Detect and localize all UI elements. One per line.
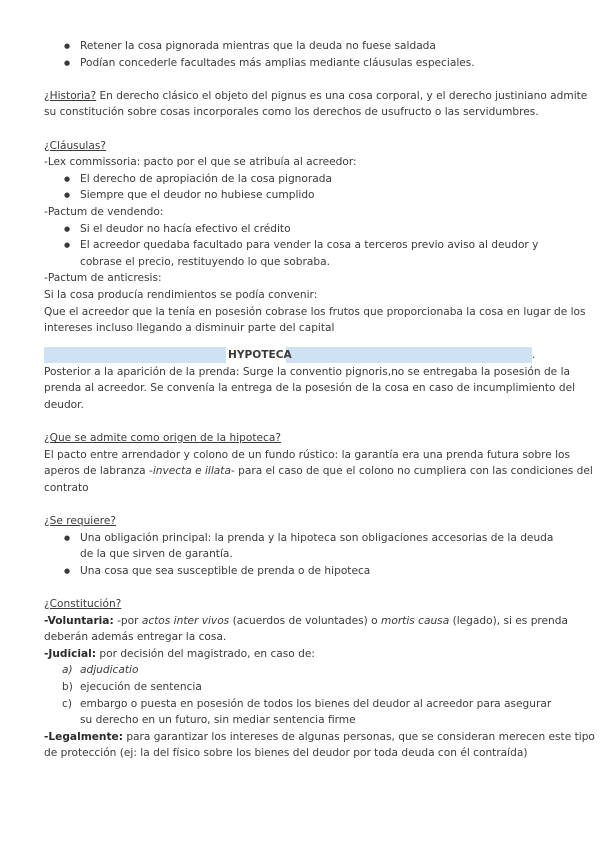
list-item: ● Retener la cosa pignorada mientras que la deuda no fuese saldada xyxy=(44,38,560,55)
legalmente-line-1 xyxy=(44,729,595,746)
list-marker: a) xyxy=(62,664,73,677)
pactum-anticresis-line: -Pactum de anticresis: xyxy=(44,272,162,285)
requiere-bullet-list xyxy=(44,530,560,580)
list-marker: b) xyxy=(62,680,73,693)
voluntaria-italic-term: actos inter vivos xyxy=(141,614,230,627)
voluntaria-text: (legado), si es prenda xyxy=(449,614,568,627)
hipoteca-title: HYPOTECA xyxy=(228,348,292,361)
hipoteca-line-2: prenda al acreedor. Se convenía la entrega de la posesión de la cosa en caso de incumplimiento del xyxy=(44,382,576,395)
band-trailing-dot: . xyxy=(532,348,536,361)
origen-line-3: contrato xyxy=(44,481,89,494)
list-marker: c) xyxy=(62,697,72,710)
historia-line-1 xyxy=(44,88,588,105)
voluntaria-italic-term: mortis causa xyxy=(381,614,450,627)
judicial-list xyxy=(44,662,560,728)
frutos-line-2: intereses incluso llegando a disminuir parte del capital xyxy=(44,322,335,335)
list-item-text: ejecución de sentencia xyxy=(80,680,202,693)
voluntaria-line-1 xyxy=(44,613,568,630)
lex-bullet-list xyxy=(44,171,560,204)
spacer xyxy=(44,71,560,88)
list-item: ● Siempre que el deudor no hubiese cumplido xyxy=(44,187,560,204)
spacer xyxy=(44,496,560,513)
voluntaria-text: -por xyxy=(113,614,142,627)
origen-heading: ¿Que se admite como origen de la hipoteca? xyxy=(44,432,281,445)
pactum-vendendo-line: -Pactum de vendendo: xyxy=(44,205,164,218)
origen-line-2 xyxy=(44,463,593,480)
historia-line-2: su constitución sobre cosas incorporales como los derechos de usufructo o las servidumbres. xyxy=(44,106,539,119)
clausulas-heading: ¿Cláusulas? xyxy=(44,139,106,152)
voluntaria-line-2: deberán además entregar la cosa. xyxy=(44,631,227,644)
historia-text: En derecho clásico el objeto del pignus es una cosa corporal, y el derecho justiniano admite xyxy=(96,89,588,102)
hipoteca-line-3: deudor. xyxy=(44,398,84,411)
judicial-line xyxy=(44,646,560,663)
intro-bullet-list xyxy=(44,38,560,71)
spacer xyxy=(44,121,560,138)
origen-italic-term: invecta e illata xyxy=(152,465,231,478)
frutos-line-1: Que el acreedor que la tenía en posesión cobrase los frutos que proporcionaba la cosa en lugar de los xyxy=(44,305,586,318)
list-item xyxy=(44,696,560,729)
hipoteca-line-1: Posterior a la aparición de la prenda: Surge la conventio pignoris,no se entregaba la posesión de la xyxy=(44,365,570,378)
spacer xyxy=(44,579,560,596)
judicial-text: por decisión del magistrado, en caso de: xyxy=(96,647,315,660)
list-item: ● Si el deudor no hacía efectivo el crédito xyxy=(44,221,560,238)
list-item-text: adjudicatio xyxy=(80,664,139,677)
rendimientos-line: Si la cosa producía rendimientos se podía convenir: xyxy=(44,288,318,301)
list-item: ● Una cosa que sea susceptible de prenda o de hipoteca xyxy=(44,563,560,580)
list-item xyxy=(44,662,560,679)
list-item: ● El derecho de apropiación de la cosa pignorada xyxy=(44,171,560,188)
list-item-text: embargo o puesta en posesión de todos los bienes del deudor al acreedor para asegurar su derecho en un futuro, sin mediar sentencia firme xyxy=(80,697,552,727)
lex-commissoria-line: -Lex commissoria: pacto por el que se atribuía al acreedor: xyxy=(44,156,357,169)
list-item: ● Podían concederle facultades más amplias mediante cláusulas especiales. xyxy=(44,55,560,72)
voluntaria-text: (acuerdos de voluntades) o xyxy=(229,614,382,627)
historia-heading: ¿Historia? xyxy=(44,89,97,102)
hipoteca-title-band xyxy=(44,346,560,364)
voluntaria-label: -Voluntaria: xyxy=(44,614,114,627)
legalmente-text: para garantizar los intereses de algunas personas, que se consideran merecen este tipo xyxy=(122,730,595,743)
list-item: ● Una obligación principal: la prenda y la hipoteca son obligaciones accesorias de la deuda de la que sirven de garantía. xyxy=(44,530,560,563)
legalmente-label: -Legalmente: xyxy=(44,730,123,743)
vendendo-bullet-list xyxy=(44,221,560,271)
document-page xyxy=(44,38,595,762)
spacer xyxy=(44,413,560,430)
list-item xyxy=(44,679,560,696)
requiere-heading: ¿Se requiere? xyxy=(44,515,117,528)
origen-text: aperos de labranza - xyxy=(44,465,153,478)
origen-text: - para el caso de que el colono no cumpliera con las condiciones del xyxy=(230,465,593,478)
legalmente-line-2: de protección (ej: la del físico sobre los bienes del deudor por toda deuda con él contraída) xyxy=(44,747,528,760)
origen-line-1: El pacto entre arrendador y colono de un fundo rústico: la garantía era una prenda futura sobre los xyxy=(44,448,571,461)
constitucion-heading: ¿Constitución? xyxy=(44,598,122,610)
judicial-label: -Judicial: xyxy=(44,647,97,660)
list-item: ● El acreedor quedaba facultado para vender la cosa a terceros previo aviso al deudor y cobrase el precio, restituyendo lo que sobraba. xyxy=(44,237,560,270)
